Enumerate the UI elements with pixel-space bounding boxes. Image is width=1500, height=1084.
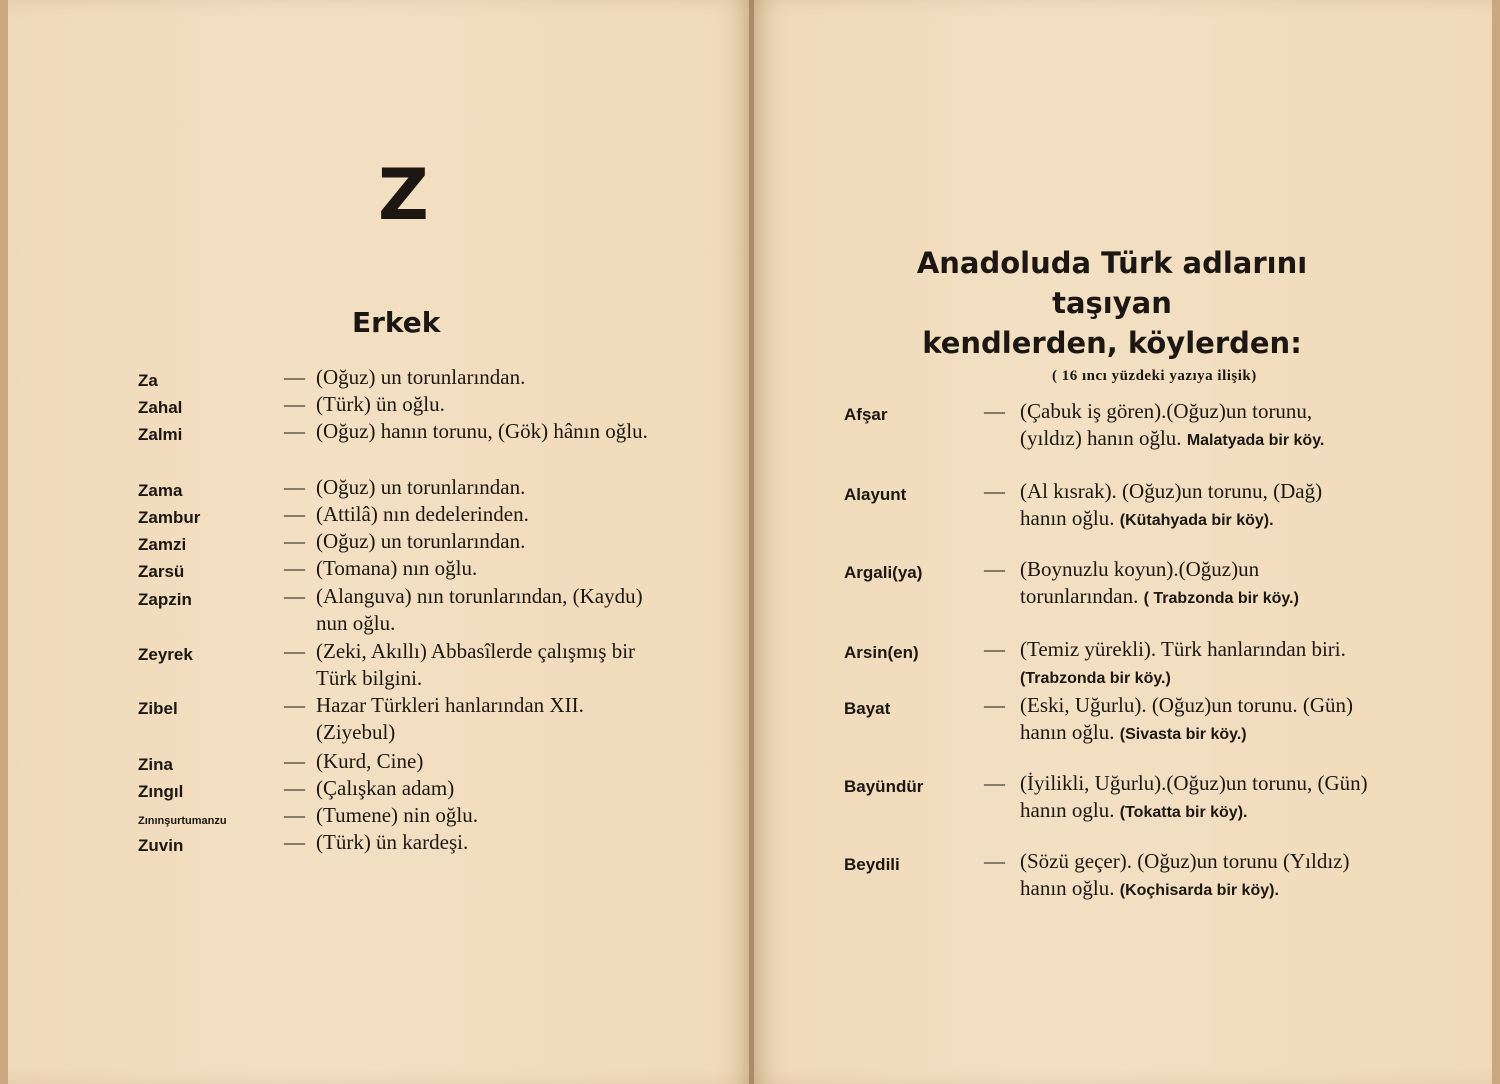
page-title — [852, 243, 1372, 363]
entry-name: Argali(ya) — [844, 563, 923, 582]
entry-dash: — — [284, 529, 305, 553]
definition-text: (Temiz yürekli). Türk hanlarından biri. — [1020, 637, 1346, 661]
location-text: Malatyada bir köy. — [1186, 432, 1325, 449]
entry-dash: — — [284, 830, 305, 854]
entry-definition — [1020, 636, 1370, 692]
entry-definition: (Türk) ün kardeşi. — [316, 830, 469, 854]
definition-text: (Al kısrak). (Oğuz)un torunu, (Dağ) hanın oğlu. — [1020, 479, 1323, 530]
reference-note: ( 16 ıncı yüzdeki yazıya ilişik) — [1052, 368, 1257, 384]
definition-text: (İyilikli, Uğurlu).(Oğuz)un torunu, (Gün) hanın oglu. — [1020, 771, 1368, 822]
entry-dash: — — [984, 479, 1005, 503]
entry-definition — [1020, 692, 1370, 748]
entry-definition: (Tumene) nin oğlu. — [316, 803, 478, 827]
entry-dash: — — [984, 399, 1005, 423]
entry-dash: — — [284, 803, 305, 827]
entry-name: Zahal — [138, 398, 183, 417]
entry-dash: — — [284, 639, 305, 663]
entry-name: Zama — [138, 481, 183, 500]
entry-name: Zınınşurtumanzu — [138, 815, 227, 827]
entry-definition: (Çalışkan adam) — [316, 776, 455, 800]
entry-name: Bayat — [844, 699, 891, 718]
entry-name: Bayündür — [844, 777, 924, 796]
entry-name: Zina — [138, 755, 173, 774]
page-edge — [0, 0, 8, 1084]
entry-name: Zamzi — [138, 535, 187, 554]
book-gutter — [749, 0, 754, 1084]
entry-dash: — — [284, 392, 305, 416]
entry-dash: — — [284, 749, 305, 773]
entry-dash: — — [284, 419, 305, 443]
entry-dash: — — [984, 849, 1005, 873]
entry-name: Zambur — [138, 508, 201, 527]
entry-definition: (Tomana) nın oğlu. — [316, 556, 478, 580]
entry-definition: (Kurd, Cine) — [316, 749, 424, 773]
entry-dash: — — [284, 475, 305, 499]
entry-definition: Hazar Türkleri hanlarından XII. (Ziyebul) — [316, 693, 584, 744]
entry-definition: (Oğuz) hanın torunu, (Gök) hânın oğlu. — [316, 419, 648, 443]
location-text: (Koçhisarda bir köy). — [1119, 882, 1279, 899]
entry-definition: (Alanguva) nın torunlarından, (Kaydu) nun oğlu. — [316, 584, 643, 635]
definition-text: (Sözü geçer). (Oğuz)un torunu (Yıldız) hanın oğlu. — [1020, 849, 1350, 900]
location-text: (Kütahyada bir köy). — [1119, 512, 1274, 529]
entry-dash: — — [984, 637, 1005, 661]
entry-name: Alayunt — [844, 485, 907, 504]
entry-definition — [1020, 848, 1370, 904]
entry-name: Afşar — [844, 405, 888, 424]
definition-text: (Boynuzlu koyun).(Oğuz)un torunlarından. — [1020, 557, 1260, 608]
entry-definition: (Attilâ) nın dedelerinden. — [316, 502, 529, 526]
entry-dash: — — [284, 502, 305, 526]
definition-text: (Eski, Uğurlu). (Oğuz)un torunu. (Gün) hanın oğlu. — [1020, 693, 1354, 744]
entry-dash: — — [984, 693, 1005, 717]
definition-text: (Çabuk iş gören).(Oğuz)un torunu, (yıldız) hanın oğlu. — [1020, 399, 1313, 450]
entry-name: Beydili — [844, 855, 900, 874]
entry-name: Za — [138, 371, 158, 390]
entry-name: Zapzin — [138, 590, 192, 609]
entry-definition — [1020, 556, 1370, 612]
entry-dash: — — [284, 556, 305, 580]
entry-definition — [1020, 770, 1370, 826]
entry-dash: — — [284, 584, 305, 608]
location-text: (Sivasta bir köy.) — [1119, 726, 1247, 743]
entry-dash: — — [284, 776, 305, 800]
entry-definition: (Zeki, Akıllı) Abbasîlerde çalışmış bir Türk bilgini. — [316, 639, 636, 690]
entry-name: Zıngıl — [138, 782, 184, 801]
entry-definition: (Türk) ün oğlu. — [316, 392, 445, 416]
entry-dash: — — [984, 557, 1005, 581]
entry-name: Zalmi — [138, 425, 183, 444]
entry-name: Zarsü — [138, 562, 185, 581]
entry-name: Arsin(en) — [844, 643, 919, 662]
location-text: ( Trabzonda bir köy.) — [1143, 590, 1299, 607]
section-heading: Erkek — [352, 306, 441, 339]
location-text: (Trabzonda bir köy.) — [1020, 670, 1171, 687]
entry-definition: (Oğuz) un torunlarından. — [316, 529, 526, 553]
title-line-2: kendlerden, köylerden: — [922, 326, 1302, 360]
location-text: (Tokatta bir köy). — [1119, 804, 1248, 821]
entry-name: Zuvin — [138, 836, 184, 855]
entry-dash: — — [284, 693, 305, 717]
entry-dash: — — [284, 365, 305, 389]
entry-definition: (Oğuz) un torunlarından. — [316, 475, 526, 499]
page-edge — [1492, 0, 1500, 1084]
entry-name: Zibel — [138, 699, 178, 718]
entry-definition — [1020, 478, 1370, 534]
title-line-1: Anadoluda Türk adlarını taşıyan — [916, 246, 1308, 320]
right-page — [752, 0, 1500, 1084]
entry-name: Zeyrek — [138, 645, 193, 664]
section-letter: Z — [378, 154, 429, 236]
entry-definition: (Oğuz) un torunlarından. — [316, 365, 526, 389]
entry-definition — [1020, 398, 1370, 454]
entry-dash: — — [984, 771, 1005, 795]
